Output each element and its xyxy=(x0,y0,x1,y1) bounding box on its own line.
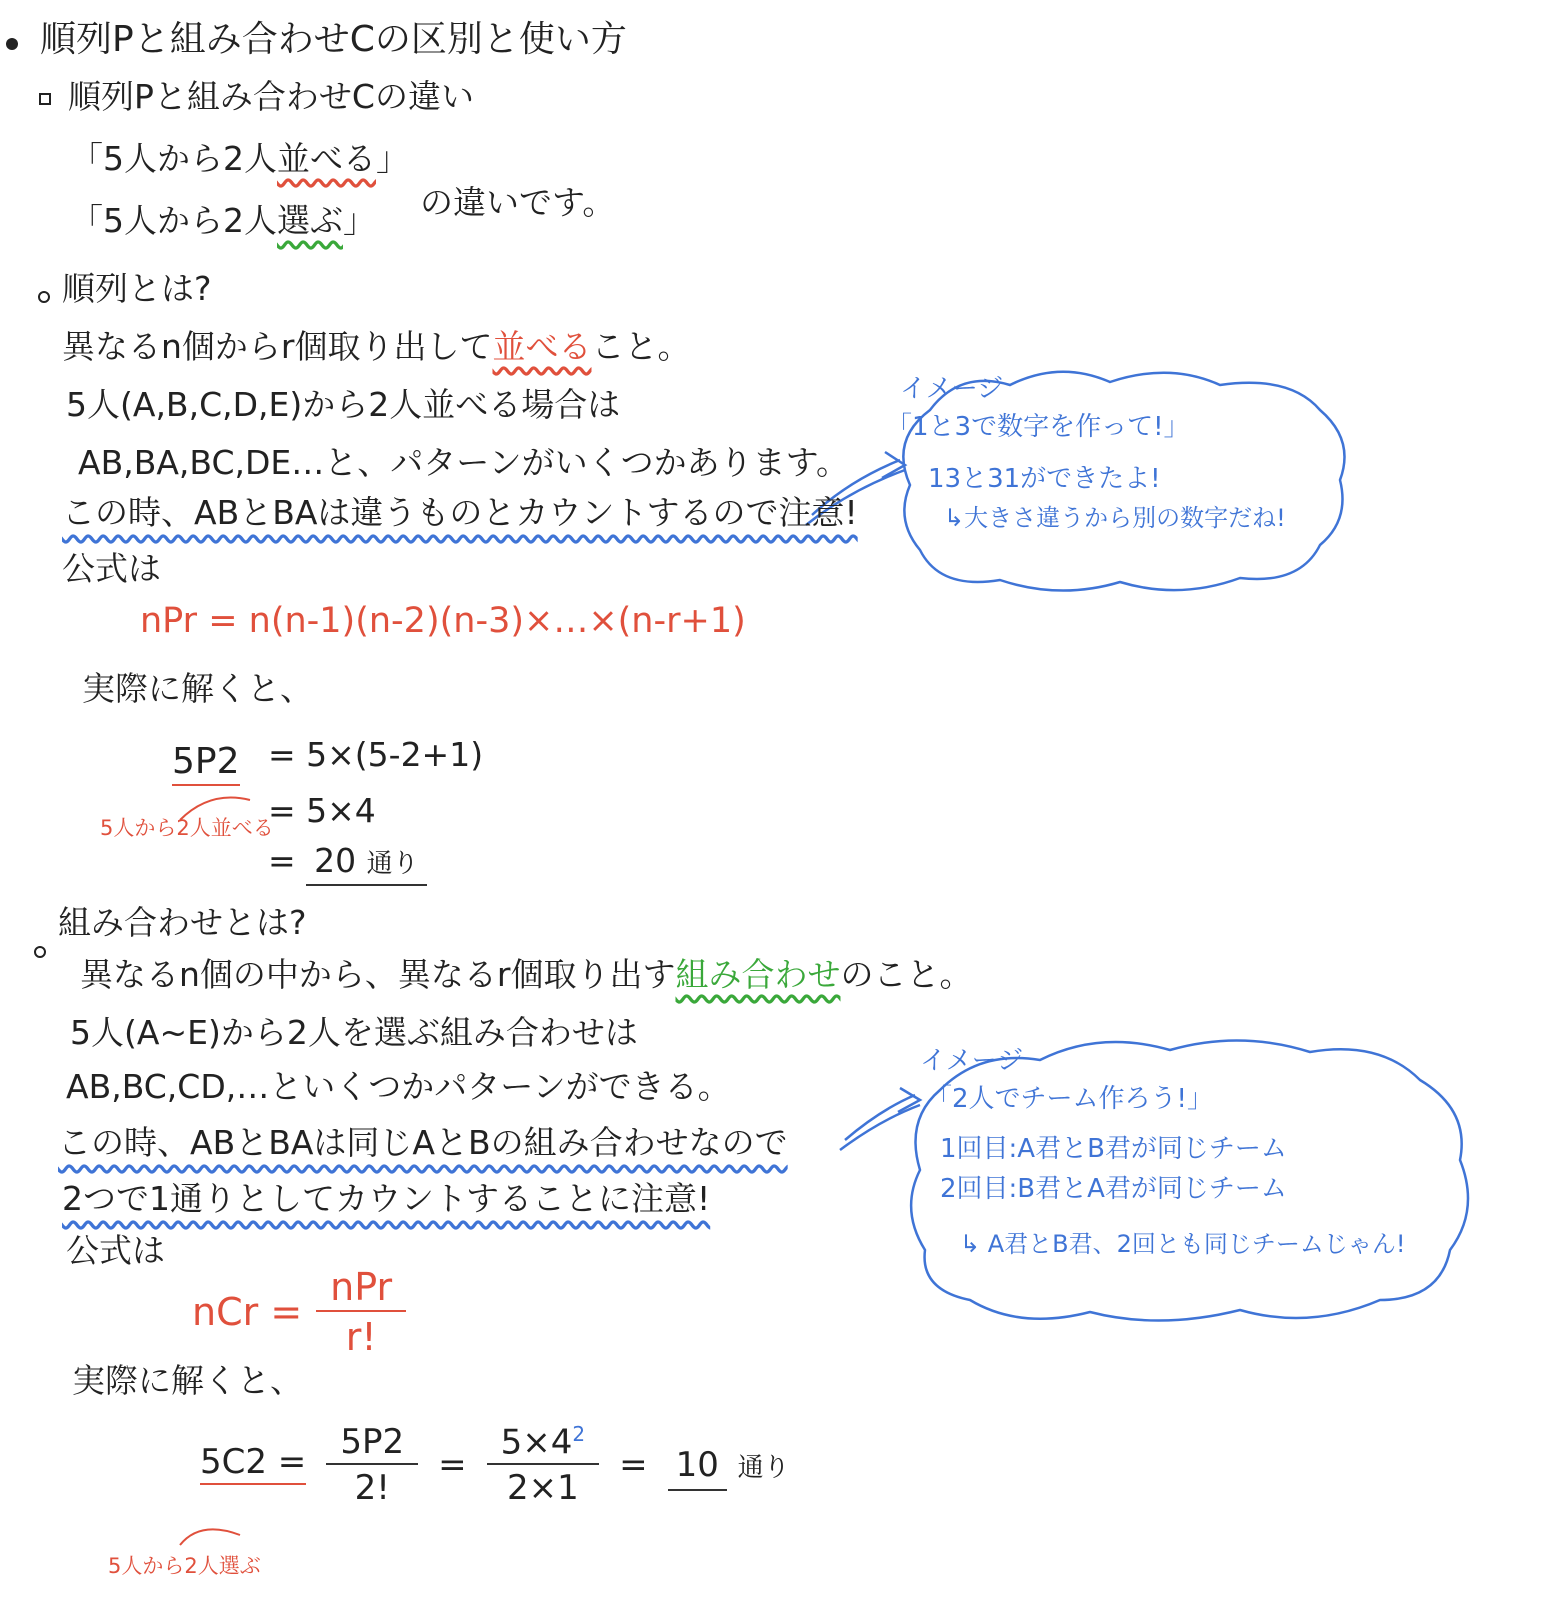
perm-key: 並べる xyxy=(492,327,592,366)
comb-formula-label: 公式は xyxy=(66,1231,165,1270)
circle-bullet-icon xyxy=(35,947,45,957)
comb-definition: 異なるn個の中から、異なるr個取り出す組み合わせのこと。 xyxy=(80,955,973,994)
key-erabu: 選ぶ xyxy=(277,201,343,240)
perm-note: この時、ABとBAは違うものとカウントするので注意! xyxy=(62,493,858,532)
arrow-icon xyxy=(840,1088,920,1150)
perm-solve-label: 実際に解くと、 xyxy=(82,669,313,708)
diff-line-2: 「5人から2人選ぶ」 xyxy=(70,201,376,240)
comb-note-2: 2つで1通りとしてカウントすることに注意! xyxy=(62,1179,711,1218)
comb-key: 組み合わせ xyxy=(675,955,841,994)
perm-calc-step-3: = 20 通り xyxy=(268,844,427,877)
bubble-1-line-1: 「1と3で数字を作って!」 xyxy=(886,412,1190,442)
comb-example-1: 5人(A~E)から2人を選ぶ組み合わせは xyxy=(70,1013,638,1052)
diff-line-1: 「5人から2人並べる」 xyxy=(70,139,409,178)
comb-calc-lhs: 5C2 = xyxy=(200,1445,306,1485)
title-bullet-icon xyxy=(6,38,18,50)
perm-example-2: AB,BA,BC,DE…と、パターンがいくつかあります。 xyxy=(78,443,849,482)
comb-formula: nCr = $\frac{\text{nPr}}{r!}$ xyxy=(192,1268,406,1356)
perm-calc-annotation: 5人から2人並べる xyxy=(100,816,274,840)
comb-fraction-2: $\frac{5\times 4^2}{2\times 1}$ xyxy=(487,1424,600,1505)
annotation-hook-icon xyxy=(180,1529,240,1545)
circle-bullet-icon xyxy=(39,292,49,302)
perm-calc-step-1: = 5×(5-2+1) xyxy=(268,735,484,774)
perm-formula-label: 公式は xyxy=(62,549,161,588)
comb-note-1: この時、ABとBAは同じAとBの組み合わせなので xyxy=(58,1123,788,1162)
perm-heading: 順列とは? xyxy=(62,269,212,308)
page-title: 順列Pと組み合わせCの区別と使い方 xyxy=(40,19,627,60)
diff-suffix: の違いです。 xyxy=(420,183,616,222)
key-narabu: 並べる xyxy=(277,139,376,178)
perm-calc-lhs: 5P2 xyxy=(172,744,240,786)
diff-heading: 順列Pと組み合わせCの違い xyxy=(68,77,474,116)
bubble-2-line-4: ↳ A君とB君、2回とも同じチームじゃん! xyxy=(960,1230,1406,1258)
perm-formula: nPr = n(n-1)(n-2)(n-3)×…×(n-r+1) xyxy=(140,601,746,641)
square-bullet-icon xyxy=(40,94,50,104)
comb-calc-annotation: 5人から2人選ぶ xyxy=(108,1554,261,1578)
perm-calc-step-2: = 5×4 xyxy=(268,791,376,830)
bubble-1-line-2: 13と31ができたよ! xyxy=(928,464,1161,494)
bubble-1-line-3: ↳大きさ違うから別の数字だね! xyxy=(944,504,1286,532)
comb-calc: 5C2 = $\frac{5P2}{2!}$ = $\frac{5\times 4^2}{2\times 1}$ = 10 通り xyxy=(200,1421,790,1509)
bubble-2-line-2: 1回目:A君とB君が同じチーム xyxy=(940,1134,1287,1164)
perm-definition: 異なるn個からr個取り出して並べること。 xyxy=(62,327,691,366)
perm-example-1: 5人(A,B,C,D,E)から2人並べる場合は xyxy=(66,385,621,424)
comb-result: 10 通り xyxy=(668,1448,790,1482)
comb-heading: 組み合わせとは? xyxy=(58,903,307,942)
bubble-1-title: イメージ xyxy=(900,374,1004,404)
comb-example-2: AB,BC,CD,…といくつかパターンができる。 xyxy=(66,1067,731,1106)
bubble-2-title: イメージ xyxy=(920,1046,1024,1076)
comb-solve-label: 実際に解くと、 xyxy=(72,1361,303,1400)
comb-fraction-1: $\frac{5P2}{2!}$ xyxy=(326,1425,418,1505)
bubble-2-line-1: 「2人でチーム作ろう!」 xyxy=(926,1084,1213,1114)
bubble-2-line-3: 2回目:B君とA君が同じチーム xyxy=(940,1174,1287,1204)
